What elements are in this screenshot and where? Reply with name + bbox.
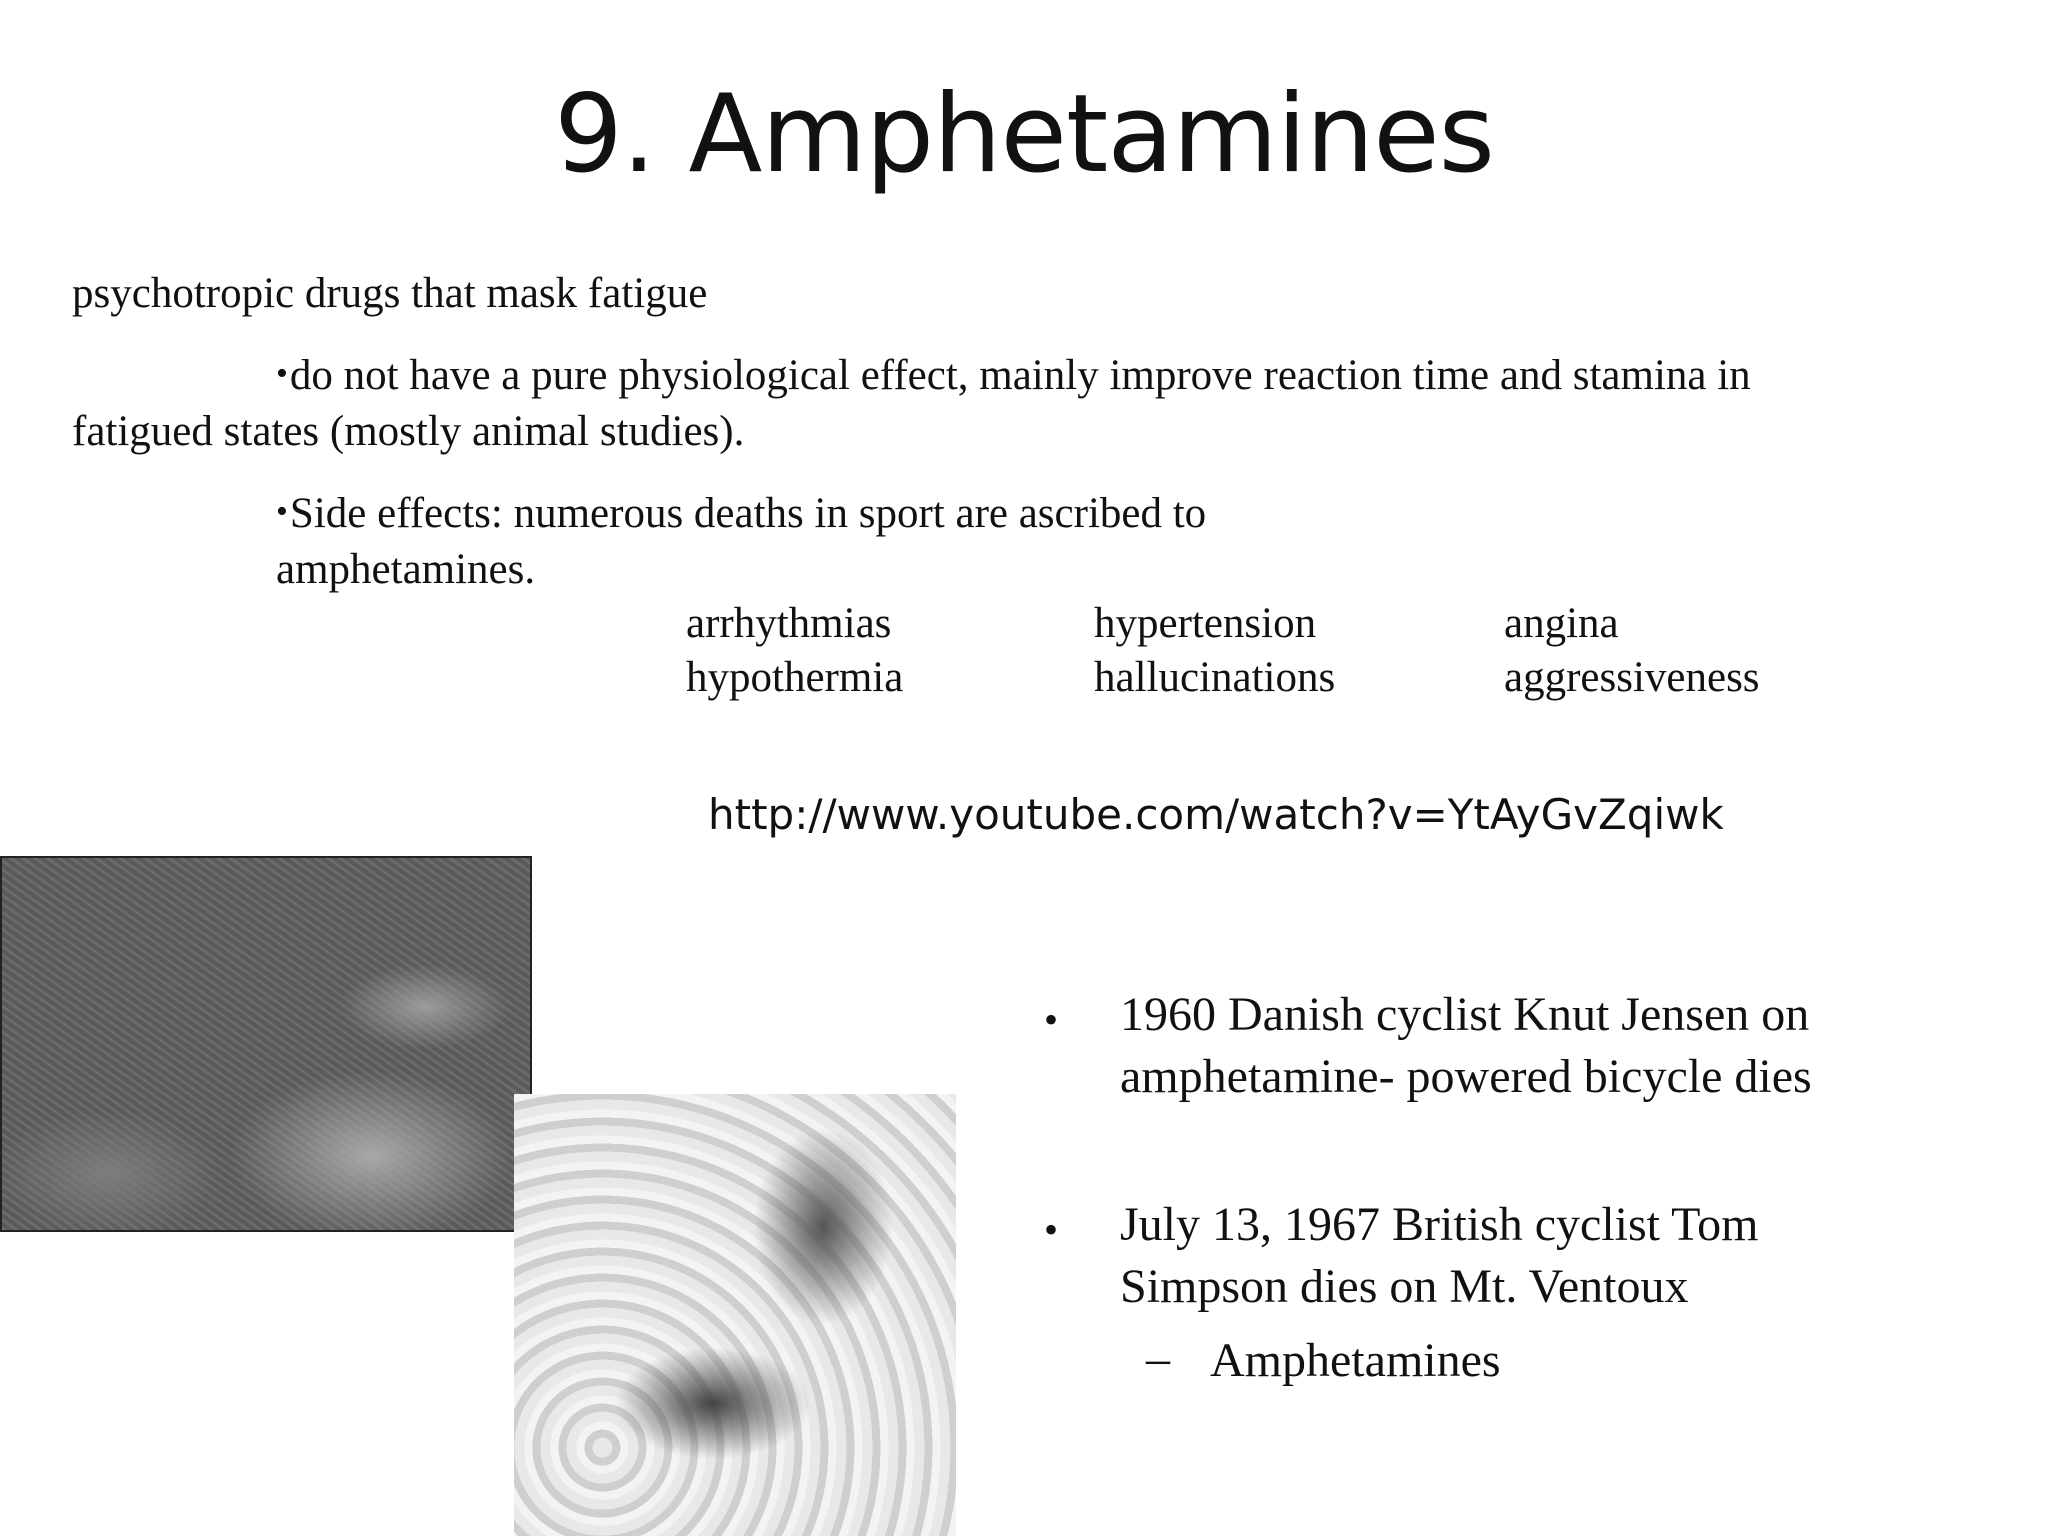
sub-bullet-dash: – bbox=[1146, 1332, 1170, 1385]
bullet-icon: • bbox=[276, 493, 288, 530]
case-2-line-2: Simpson dies on Mt. Ventoux bbox=[1120, 1260, 1689, 1313]
bullet-2-line-2: amphetamines. bbox=[276, 546, 536, 593]
cyclist-knut-jensen-photo bbox=[0, 856, 532, 1232]
case-2-line-1: July 13, 1967 British cyclist Tom bbox=[1120, 1198, 1759, 1251]
case-1-line-2: amphetamine- powered bicycle dies bbox=[1120, 1050, 1812, 1103]
bullet-2-line-1 bbox=[276, 488, 1206, 540]
bullet-1-line-1 bbox=[276, 350, 1751, 402]
side-effect: hypertension bbox=[1094, 600, 1317, 647]
bullet-1-text: do not have a pure physiological effect, mainly improve reaction time and stamina in bbox=[289, 352, 1751, 399]
bullet-icon: • bbox=[276, 355, 288, 392]
bullet-icon: • bbox=[1044, 997, 1059, 1042]
youtube-link[interactable]: http://www.youtube.com/watch?v=YtAyGvZqiwk bbox=[708, 790, 1724, 839]
bullet-icon: • bbox=[1044, 1207, 1059, 1252]
cyclist-tom-simpson-photo bbox=[514, 1094, 956, 1536]
bullet-2-text: Side effects: numerous deaths in sport are ascribed to bbox=[289, 490, 1207, 537]
side-effect: angina bbox=[1504, 600, 1619, 647]
intro-text: psychotropic drugs that mask fatigue bbox=[72, 270, 708, 317]
bullet-1-line-2: fatigued states (mostly animal studies). bbox=[72, 408, 745, 455]
side-effect: hypothermia bbox=[686, 654, 904, 701]
sub-bullet-amphetamines: Amphetamines bbox=[1210, 1334, 1501, 1387]
case-1-line-1: 1960 Danish cyclist Knut Jensen on bbox=[1120, 988, 1810, 1041]
side-effect: hallucinations bbox=[1094, 654, 1336, 701]
slide-title: 9. Amphetamines bbox=[554, 72, 1494, 197]
side-effect: aggressiveness bbox=[1504, 654, 1760, 701]
side-effect: arrhythmias bbox=[686, 600, 892, 647]
